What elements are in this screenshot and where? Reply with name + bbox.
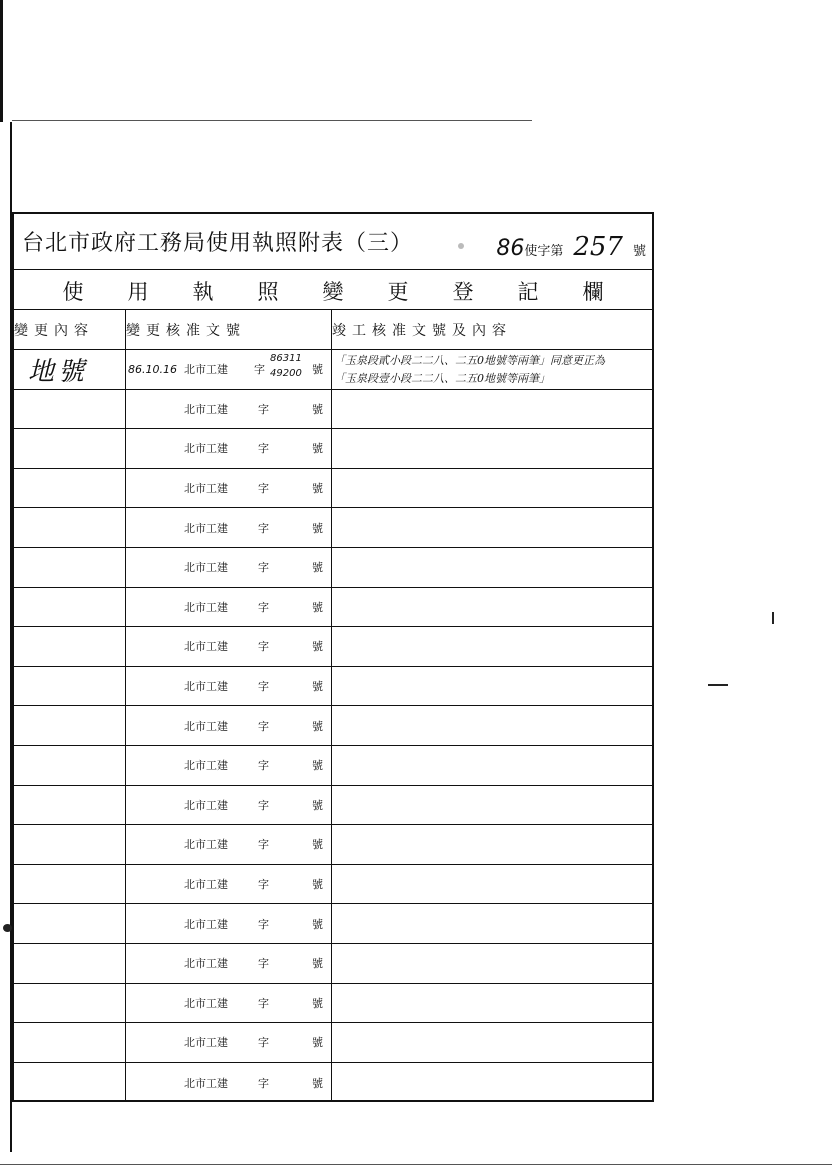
scan-edge-line xyxy=(0,0,3,122)
zi-label: 字 xyxy=(258,1036,269,1050)
change-content-cell xyxy=(14,627,126,666)
approval-no-cell xyxy=(126,1063,332,1103)
approval-no-cell xyxy=(126,825,332,864)
authority-label: 北市工建 xyxy=(184,680,228,694)
hao-label: 號 xyxy=(312,363,323,377)
table-row xyxy=(14,469,652,509)
authority-label: 北市工建 xyxy=(184,363,228,377)
form-title: 台北市政府工務局使用執照附表（三） xyxy=(22,231,414,256)
authority-label: 北市工建 xyxy=(184,482,228,496)
zi-label: 字 xyxy=(258,838,269,852)
authority-label: 北市工建 xyxy=(184,719,228,733)
zi-label: 字 xyxy=(258,561,269,575)
zi-label: 字 xyxy=(258,917,269,931)
table-row xyxy=(14,984,652,1024)
hao-label: 號 xyxy=(312,561,323,575)
table-row xyxy=(14,1023,652,1063)
zi-label: 字 xyxy=(258,680,269,694)
zi-label: 字 xyxy=(258,798,269,812)
section-heading-row xyxy=(14,270,652,310)
change-content-cell xyxy=(14,548,126,587)
approval-no-cell xyxy=(126,984,332,1023)
authority-label: 北市工建 xyxy=(184,521,228,535)
change-content-cell xyxy=(14,588,126,627)
approval-no-cell xyxy=(126,1023,332,1062)
change-content-cell xyxy=(14,984,126,1023)
section-heading: 使用執照變更登記欄 xyxy=(62,280,648,304)
completion-notes: 「玉泉段貳小段二二八、二五0地號等兩筆」同意更正為 「玉泉段壹小段二二八、二五0地號等兩筆」 xyxy=(334,354,605,385)
approval-no-cell xyxy=(126,548,332,587)
zi-label: 字 xyxy=(258,600,269,614)
authority-label: 北市工建 xyxy=(184,996,228,1010)
hao-label: 號 xyxy=(312,442,323,456)
hao-label: 號 xyxy=(312,402,323,416)
authority-label: 北市工建 xyxy=(184,917,228,931)
hao-label: 號 xyxy=(312,1076,323,1090)
hao-label: 號 xyxy=(312,798,323,812)
approval-no-cell xyxy=(126,627,332,666)
authority-label: 北市工建 xyxy=(184,878,228,892)
change-content-cell xyxy=(14,390,126,429)
authority-label: 北市工建 xyxy=(184,402,228,416)
column-header-completion-no: 竣工核准文號及內容 xyxy=(332,322,512,339)
zi-label: 字 xyxy=(258,521,269,535)
scan-top-line xyxy=(12,120,532,121)
table-row xyxy=(14,627,652,667)
authority-label: 北市工建 xyxy=(184,1076,228,1090)
scan-speck xyxy=(708,684,728,686)
form-title-row xyxy=(14,214,652,270)
approval-no-cell xyxy=(126,469,332,508)
completion-cell xyxy=(332,786,652,825)
completion-cell xyxy=(332,825,652,864)
table-row xyxy=(14,706,652,746)
approval-no-cell xyxy=(126,667,332,706)
hao-label: 號 xyxy=(312,838,323,852)
authority-label: 北市工建 xyxy=(184,798,228,812)
change-content-cell xyxy=(14,746,126,785)
completion-cell xyxy=(332,469,652,508)
completion-cell xyxy=(332,429,652,468)
hao-label: 號 xyxy=(312,600,323,614)
completion-cell xyxy=(332,627,652,666)
change-content-cell xyxy=(14,786,126,825)
table-row xyxy=(14,350,652,390)
column-header-approval-no: 變更核准文號 xyxy=(126,322,246,339)
approval-ref-number: 86311 49200 xyxy=(270,353,302,379)
change-content-cell xyxy=(14,508,126,547)
completion-cell xyxy=(332,667,652,706)
zi-label: 字 xyxy=(258,759,269,773)
table-row xyxy=(14,390,652,430)
authority-label: 北市工建 xyxy=(184,838,228,852)
approval-no-cell xyxy=(126,746,332,785)
completion-cell xyxy=(332,984,652,1023)
zi-label: 字 xyxy=(258,482,269,496)
approval-no-cell xyxy=(126,429,332,468)
completion-cell xyxy=(332,588,652,627)
zi-label: 字 xyxy=(258,719,269,733)
hao-label: 號 xyxy=(312,957,323,971)
completion-cell xyxy=(332,548,652,587)
hao-label: 號 xyxy=(312,680,323,694)
hao-label: 號 xyxy=(312,640,323,654)
approval-no-cell xyxy=(126,588,332,627)
table-row xyxy=(14,944,652,984)
table-row xyxy=(14,865,652,905)
hao-label: 號 xyxy=(312,1036,323,1050)
table-row xyxy=(14,904,652,944)
zi-label: 字 xyxy=(258,402,269,416)
hao-label: 號 xyxy=(312,759,323,773)
table-row xyxy=(14,746,652,786)
table-row xyxy=(14,786,652,826)
change-content-cell xyxy=(14,865,126,904)
table-row xyxy=(14,588,652,628)
table-row xyxy=(14,1063,652,1103)
hao-label: 號 xyxy=(312,878,323,892)
completion-cell xyxy=(332,508,652,547)
hao-label: 號 xyxy=(312,521,323,535)
change-content-cell xyxy=(14,469,126,508)
hao-label: 號 xyxy=(312,996,323,1010)
change-content-cell xyxy=(14,706,126,745)
table-row xyxy=(14,825,652,865)
completion-cell xyxy=(332,944,652,983)
completion-cell xyxy=(332,706,652,745)
approval-date: 86.10.16 xyxy=(128,362,177,376)
approval-no-cell xyxy=(126,865,332,904)
change-content-cell xyxy=(14,904,126,943)
approval-no-cell xyxy=(126,706,332,745)
hao-label: 號 xyxy=(312,719,323,733)
zi-label: 字 xyxy=(254,363,265,377)
zi-label: 字 xyxy=(258,878,269,892)
scan-speck xyxy=(772,612,774,624)
permit-annex-form xyxy=(12,212,654,1102)
binding-hole-mark xyxy=(3,924,12,932)
completion-cell xyxy=(332,865,652,904)
approval-no-cell xyxy=(126,944,332,983)
table-row xyxy=(14,548,652,588)
completion-cell xyxy=(332,1063,652,1103)
zi-label: 字 xyxy=(258,996,269,1010)
authority-label: 北市工建 xyxy=(184,442,228,456)
change-content-handwritten: 地號 xyxy=(28,356,89,387)
authority-label: 北市工建 xyxy=(184,600,228,614)
change-content-cell xyxy=(14,944,126,983)
column-header-change-content: 變更內容 xyxy=(14,322,94,339)
authority-label: 北市工建 xyxy=(184,759,228,773)
table-row xyxy=(14,667,652,707)
change-content-cell xyxy=(14,825,126,864)
table-row xyxy=(14,508,652,548)
authority-label: 北市工建 xyxy=(184,561,228,575)
authority-label: 北市工建 xyxy=(184,640,228,654)
zi-label: 字 xyxy=(258,957,269,971)
change-content-cell xyxy=(14,1023,126,1062)
zi-label: 字 xyxy=(258,1076,269,1090)
authority-label: 北市工建 xyxy=(184,1036,228,1050)
column-header-row xyxy=(14,310,652,350)
completion-cell xyxy=(332,746,652,785)
scan-bottom-line xyxy=(0,1164,832,1165)
completion-cell xyxy=(332,904,652,943)
approval-no-cell xyxy=(126,904,332,943)
authority-label: 北市工建 xyxy=(184,957,228,971)
permit-number: 86使字第 257 號 xyxy=(496,232,646,262)
completion-cell xyxy=(332,1023,652,1062)
zi-label: 字 xyxy=(258,640,269,654)
hao-label: 號 xyxy=(312,917,323,931)
table-row xyxy=(14,429,652,469)
zi-label: 字 xyxy=(258,442,269,456)
completion-cell xyxy=(332,390,652,429)
hao-label: 號 xyxy=(312,482,323,496)
approval-no-cell xyxy=(126,390,332,429)
approval-no-cell xyxy=(126,508,332,547)
change-content-cell xyxy=(14,1063,126,1103)
change-content-cell xyxy=(14,667,126,706)
change-content-cell xyxy=(14,429,126,468)
approval-no-cell xyxy=(126,786,332,825)
